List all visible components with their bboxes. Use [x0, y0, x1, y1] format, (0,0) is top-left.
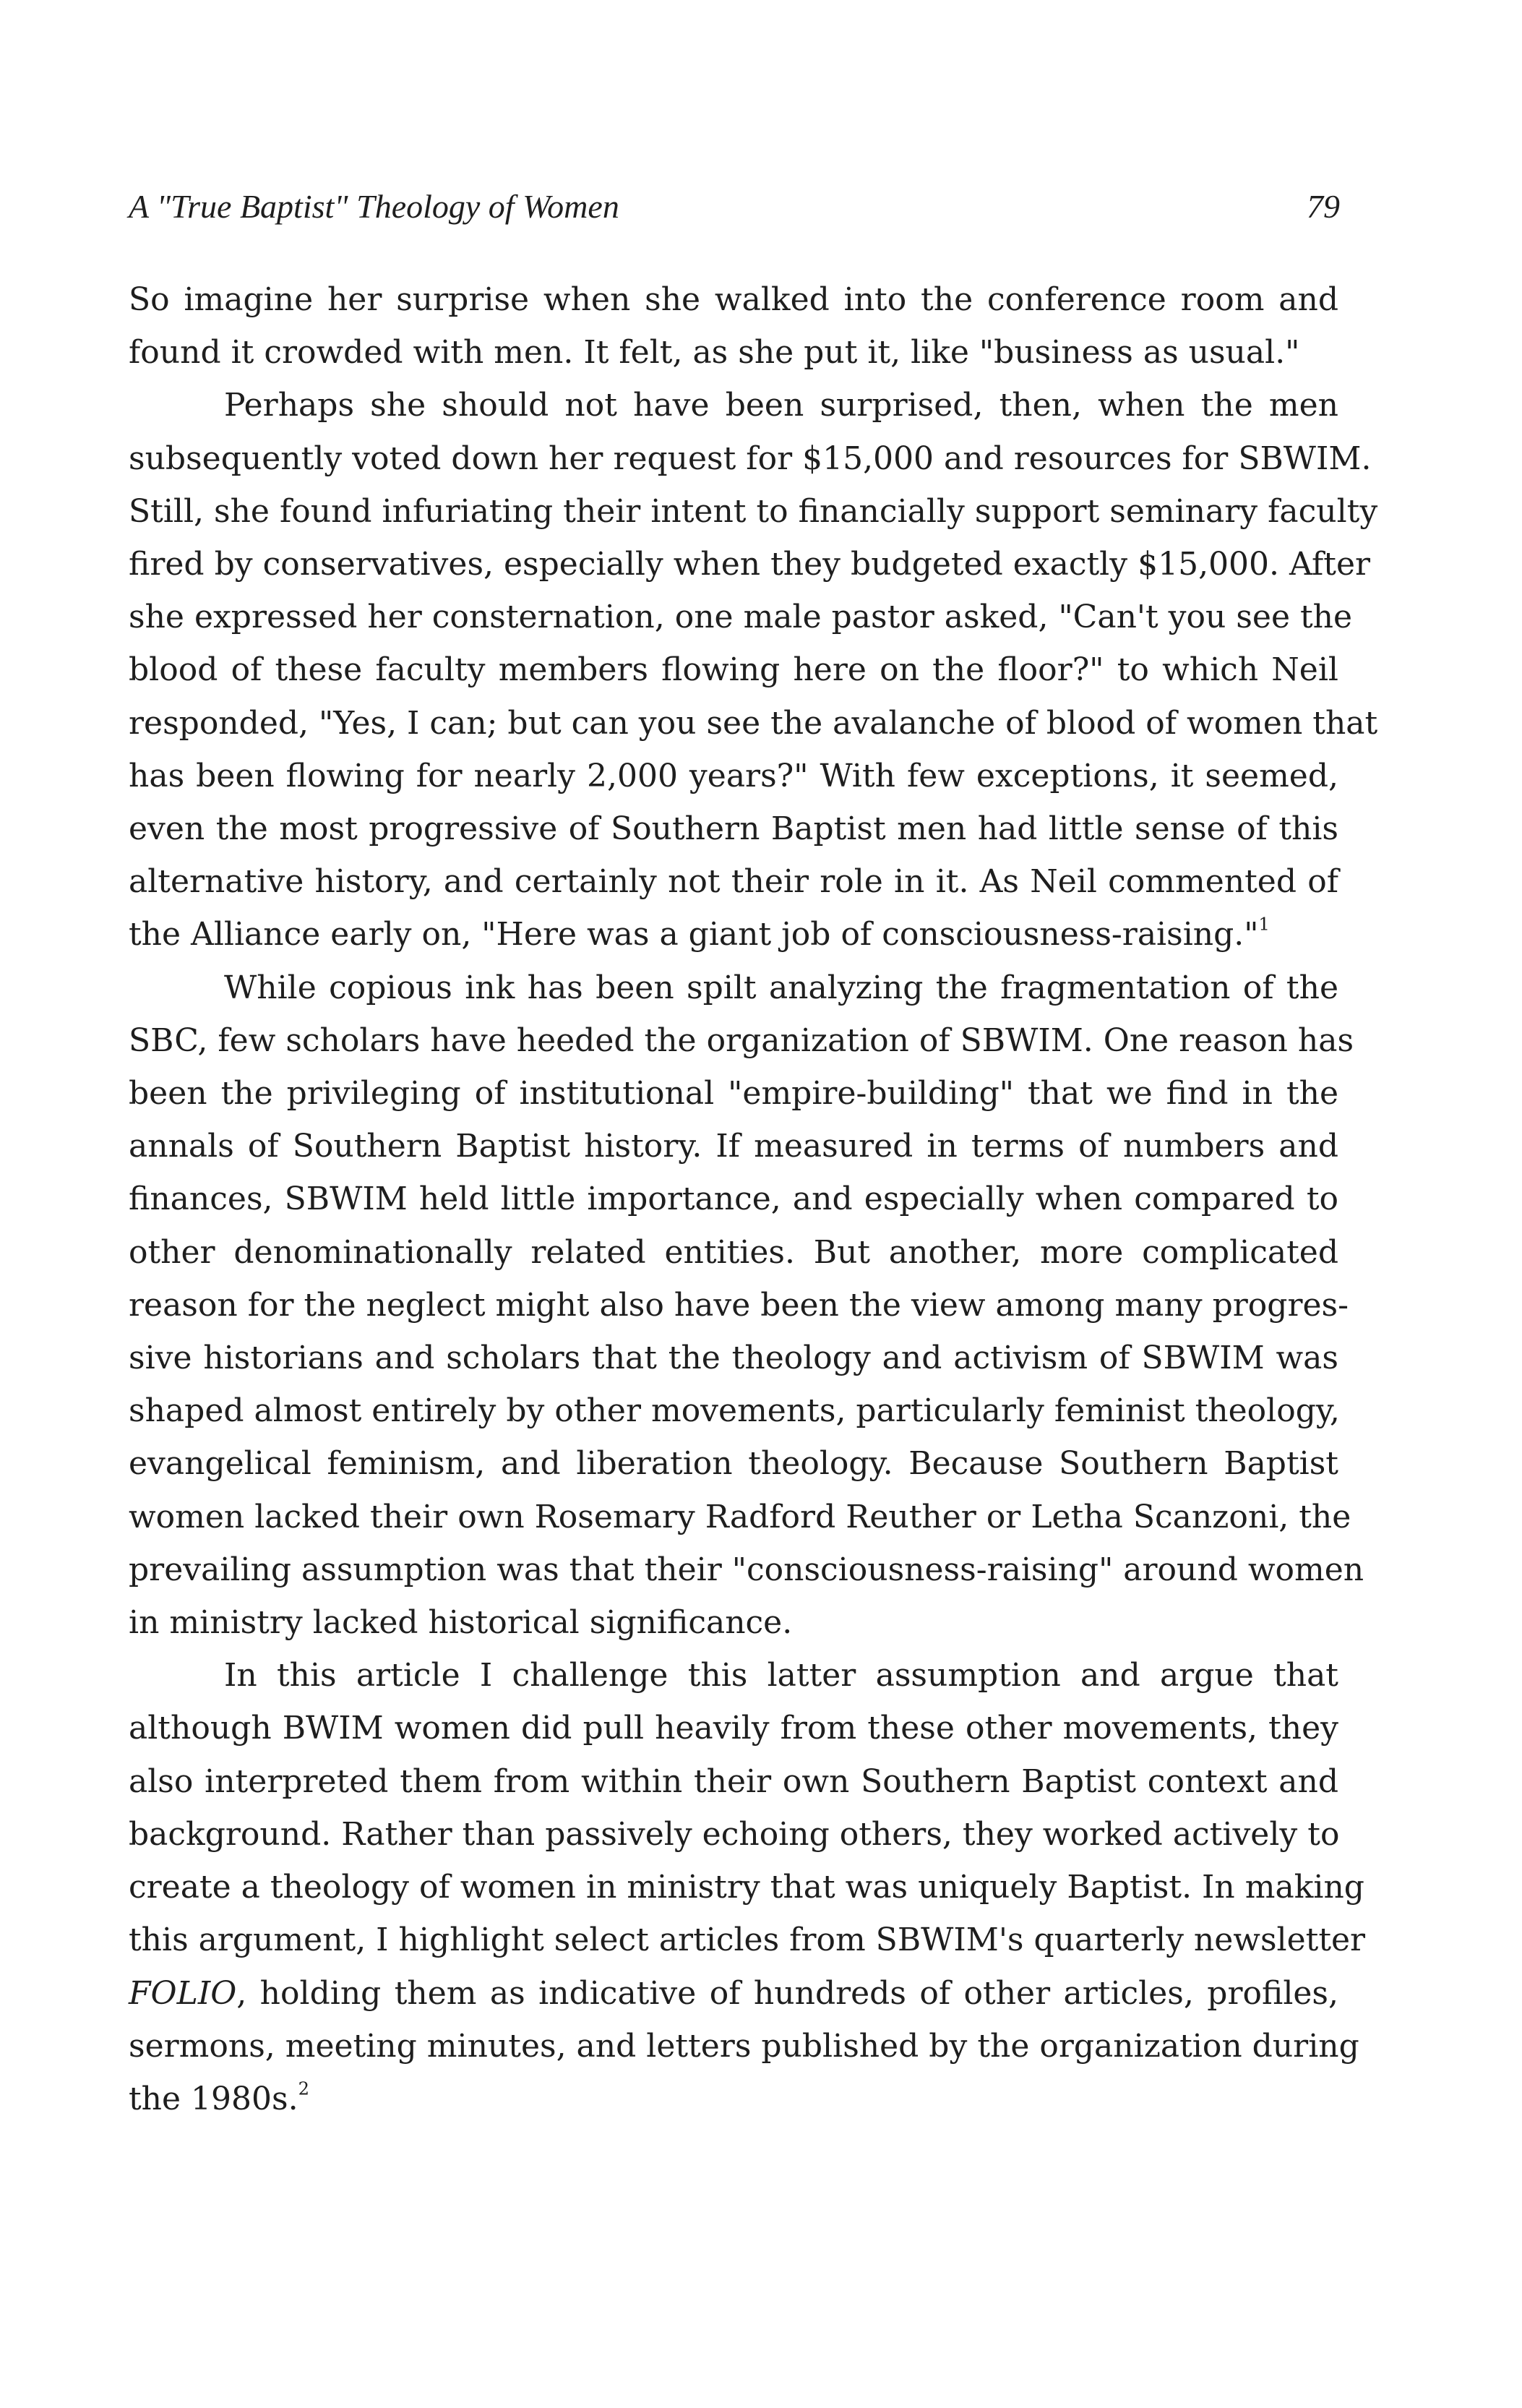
- text-line: sermons, meeting minutes, and letters published by the organization during: [129, 2027, 1359, 2065]
- running-title: A "True Baptist" Theology of Women: [129, 188, 619, 225]
- text-line: reason for the neglect might also have been the view among many progres-: [129, 1286, 1349, 1324]
- text-line: SBC, few scholars have heeded the organization of SBWIM. One reason has: [129, 1021, 1354, 1059]
- text-line-content: the 1980s.: [129, 2080, 298, 2117]
- text-line: So imagine her surprise when she walked into the conference room and: [129, 281, 1338, 318]
- text-line: even the most progressive of Southern Baptist men had little sense of this: [129, 810, 1338, 848]
- paragraph-1: [129, 273, 1338, 379]
- text-line: While copious ink has been spilt analyzing the fragmentation of the: [224, 969, 1338, 1006]
- text-line: alternative history, and certainly not their role in it. As Neil commented of: [129, 863, 1338, 901]
- text-line: responded, "Yes, I can; but can you see the avalanche of blood of women that: [129, 704, 1378, 742]
- text-line: subsequently voted down her request for $15,000 and resources for SBWIM.: [129, 440, 1372, 477]
- text-line: in ministry lacked historical significance.: [129, 1604, 793, 1642]
- text-line: been the privileging of institutional "empire-building" that we find in the: [129, 1075, 1338, 1113]
- text-line: found it crowded with men. It felt, as she put it, like "business as usual.": [129, 334, 1300, 372]
- text-line-content: the Alliance early on, "Here was a giant job of consciousness-raising.": [129, 916, 1259, 954]
- text-line: evangelical feminism, and liberation theology. Because Southern Baptist: [129, 1445, 1338, 1483]
- text-line: create a theology of women in ministry that was uniquely Baptist. In making: [129, 1869, 1364, 1906]
- text-line: this argument, I highlight select articles from SBWIM's quarterly newsletter: [129, 1921, 1366, 1959]
- text-line: blood of these faculty members flowing here on the floor?" to which Neil: [129, 651, 1338, 689]
- paragraph-2: [129, 379, 1378, 961]
- text-line: has been flowing for nearly 2,000 years?" With few exceptions, it seemed,: [129, 757, 1338, 794]
- page-number: 79: [1307, 188, 1340, 225]
- footnote-marker: 1: [1258, 914, 1270, 935]
- text-line: prevailing assumption was that their "consciousness-raising" around women: [129, 1551, 1364, 1588]
- text-line: sive historians and scholars that the theology and activism of SBWIM was: [129, 1340, 1338, 1377]
- text-line: Still, she found infuriating their intent to financially support seminary faculty: [129, 492, 1378, 530]
- body-text: [129, 273, 1378, 2125]
- text-line: Perhaps she should not have been surprised, then, when the men: [224, 387, 1338, 424]
- text-line: annals of Southern Baptist history. If measured in terms of numbers and: [129, 1128, 1338, 1165]
- footnote-marker: 2: [298, 2078, 309, 2099]
- text-line: she expressed her consternation, one male pastor asked, "Can't you see the: [129, 599, 1353, 636]
- text-line: [129, 908, 1338, 961]
- text-line: [129, 2073, 1338, 2125]
- text-line: although BWIM women did pull heavily from these other movements, they: [129, 1710, 1338, 1747]
- text-line: also interpreted them from within their own Southern Baptist context and: [129, 1762, 1338, 1800]
- paragraph-4: [129, 1649, 1366, 2125]
- running-head: [129, 185, 1340, 228]
- text-line: fired by conservatives, especially when they budgeted exactly $15,000. After: [129, 546, 1371, 583]
- text-line: shaped almost entirely by other movements, particularly feminist theology,: [129, 1392, 1340, 1430]
- paragraph-3: [129, 961, 1364, 1650]
- text-line: finances, SBWIM held little importance, and especially when compared to: [129, 1181, 1338, 1218]
- text-line: background. Rather than passively echoing others, they worked actively to: [129, 1815, 1340, 1853]
- text-line: In this article I challenge this latter assumption and argue that: [224, 1657, 1338, 1694]
- text-line: women lacked their own Rosemary Radford Reuther or Letha Scanzoni, the: [129, 1498, 1351, 1535]
- text-line-content: , holding them as indicative of hundreds of other articles, profiles,: [236, 1974, 1338, 2012]
- newsletter-title: FOLIO: [129, 1974, 237, 2012]
- text-line: other denominationally related entities. But another, more complicated: [129, 1233, 1338, 1271]
- text-line: [129, 1967, 1338, 2020]
